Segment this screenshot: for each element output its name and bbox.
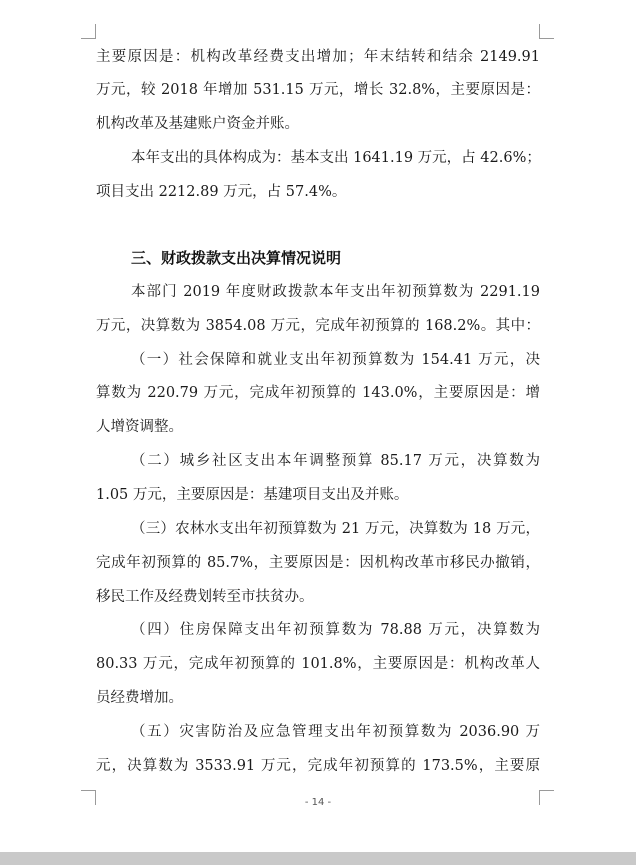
body-line: 项目支出 2212.89 万元，占 57.4%。 — [96, 184, 347, 200]
body-line: 80.33 万元，完成年初预算的 101.8%，主要原因是：机构改革人 — [96, 656, 540, 672]
body-line: （五）灾害防治及应急管理支出年初预算数为 2036.90 万 — [131, 724, 540, 740]
body-line: 人增资调整。 — [96, 419, 183, 435]
crop-mark-top-right — [539, 24, 554, 39]
body-line: （二）城乡社区支出本年调整预算 85.17 万元，决算数为 — [131, 453, 540, 469]
body-line: 万元，较 2018 年增加 531.15 万元，增长 32.8%，主要原因是： — [96, 82, 540, 98]
body-line: 元，决算数为 3533.91 万元，完成年初预算的 173.5%，主要原 — [96, 758, 540, 774]
body-line: 机构改革及基建账户资金并账。 — [96, 116, 299, 132]
section-heading: 三、财政拨款支出决算情况说明 — [131, 249, 342, 267]
body-line: 本部门 2019 年度财政拨款本年支出年初预算数为 2291.19 — [131, 284, 540, 300]
body-line: （一）社会保障和就业支出年初预算数为 154.41 万元，决 — [131, 352, 540, 368]
body-line: （三）农林水支出年初预算数为 21 万元，决算数为 18 万元， — [131, 521, 540, 537]
body-line: 1.05 万元，主要原因是：基建项目支出及并账。 — [96, 487, 409, 503]
body-line: 本年支出的具体构成为：基本支出 1641.19 万元，占 42.6%； — [131, 150, 541, 166]
body-line: 移民工作及经费划转至市扶贫办。 — [96, 589, 314, 605]
crop-mark-top-left — [81, 24, 96, 39]
body-line: （四）住房保障支出年初预算数为 78.88 万元，决算数为 — [131, 622, 540, 638]
body-line: 主要原因是：机构改革经费支出增加；年末结转和结余 2149.91 — [96, 49, 540, 65]
body-line: 完成年初预算的 85.7%，主要原因是：因机构改革市移民办撤销， — [96, 555, 540, 571]
body-line: 万元，决算数为 3854.08 万元，完成年初预算的 168.2%。其中： — [96, 318, 540, 334]
page-number: - 14 - — [304, 797, 332, 808]
body-line: 员经费增加。 — [96, 690, 183, 706]
body-line: 算数为 220.79 万元，完成年初预算的 143.0%，主要原因是：增 — [96, 385, 540, 401]
